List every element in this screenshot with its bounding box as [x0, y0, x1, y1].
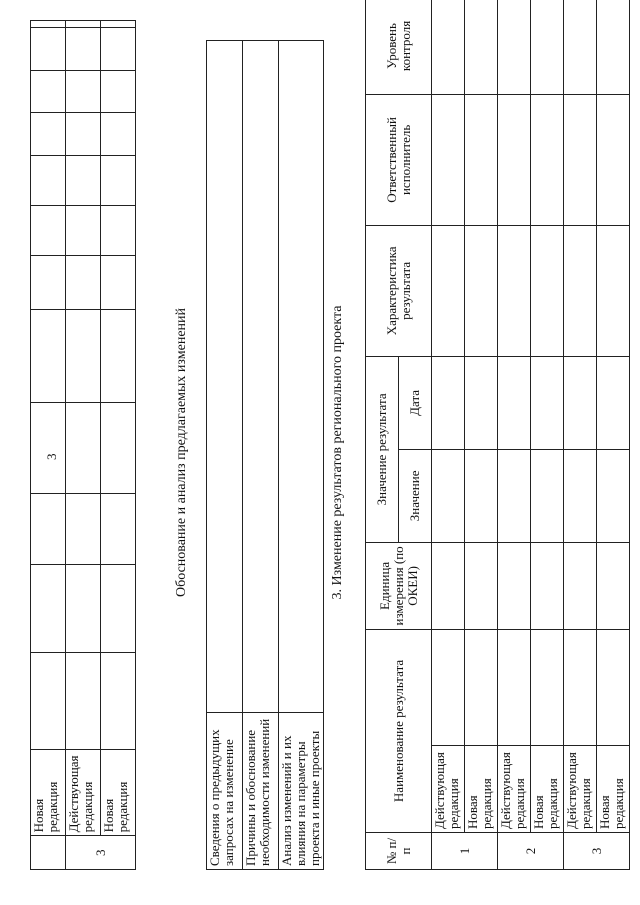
row-number-cell: 3	[564, 833, 630, 870]
row-number-cell: 1	[432, 833, 498, 870]
table-row	[243, 41, 279, 870]
table-row	[597, 0, 630, 870]
results-table	[365, 0, 630, 870]
header-control-level: Уровень контроля	[366, 0, 432, 94]
justification-label: Сведения о предыдущих запросах на изменение	[207, 713, 243, 870]
justification-table	[206, 40, 324, 870]
row-number-cell: 2	[498, 833, 564, 870]
justification-value	[279, 41, 324, 713]
header-date: Дата	[399, 356, 432, 449]
header-value-group: Значение результата	[366, 356, 399, 542]
table-row	[432, 0, 465, 870]
row-number-cell: 3	[66, 836, 136, 870]
table-header-row	[366, 0, 399, 870]
edition-label: Новая редакция	[31, 749, 66, 836]
edition-label: Действующая редакция	[432, 746, 465, 833]
edition-label: Новая редакция	[101, 749, 136, 836]
edition-label: Новая редакция	[531, 746, 564, 833]
previous-table-continuation	[30, 20, 136, 870]
justification-title: Обоснование и анализ предлагаемых изменений	[174, 307, 189, 598]
header-value: Значение	[399, 449, 432, 542]
page-number: 3	[44, 453, 59, 460]
table-row	[531, 0, 564, 870]
header-result-name: Наименование результата	[366, 629, 432, 832]
header-characteristic: Характеристика результата	[366, 225, 432, 356]
header-number: № п/п	[366, 833, 432, 870]
justification-label: Причины и обоснование необходимости изменений	[243, 713, 279, 870]
justification-label: Анализ изменений и их влияния на параметры проекта и иные проекты	[279, 713, 324, 870]
header-unit: Единица измерения (по ОКЕИ)	[366, 542, 432, 629]
table-row	[465, 0, 498, 870]
edition-label: Действующая редакция	[66, 749, 101, 836]
edition-label: Новая редакция	[597, 746, 630, 833]
edition-label: Новая редакция	[465, 746, 498, 833]
edition-label: Действующая редакция	[564, 746, 597, 833]
edition-label: Действующая редакция	[498, 746, 531, 833]
table-row	[101, 21, 136, 870]
table-row	[31, 21, 66, 870]
table-row	[279, 41, 324, 870]
table-row	[498, 0, 531, 870]
table-row	[564, 0, 597, 870]
table-row	[66, 21, 101, 870]
row-number-cell	[31, 836, 66, 870]
table-row	[207, 41, 243, 870]
section-3-title: 3. Изменение результатов регионального проекта	[330, 305, 345, 600]
header-responsible: Ответственный исполнитель	[366, 94, 432, 225]
justification-value	[207, 41, 243, 713]
justification-value	[243, 41, 279, 713]
